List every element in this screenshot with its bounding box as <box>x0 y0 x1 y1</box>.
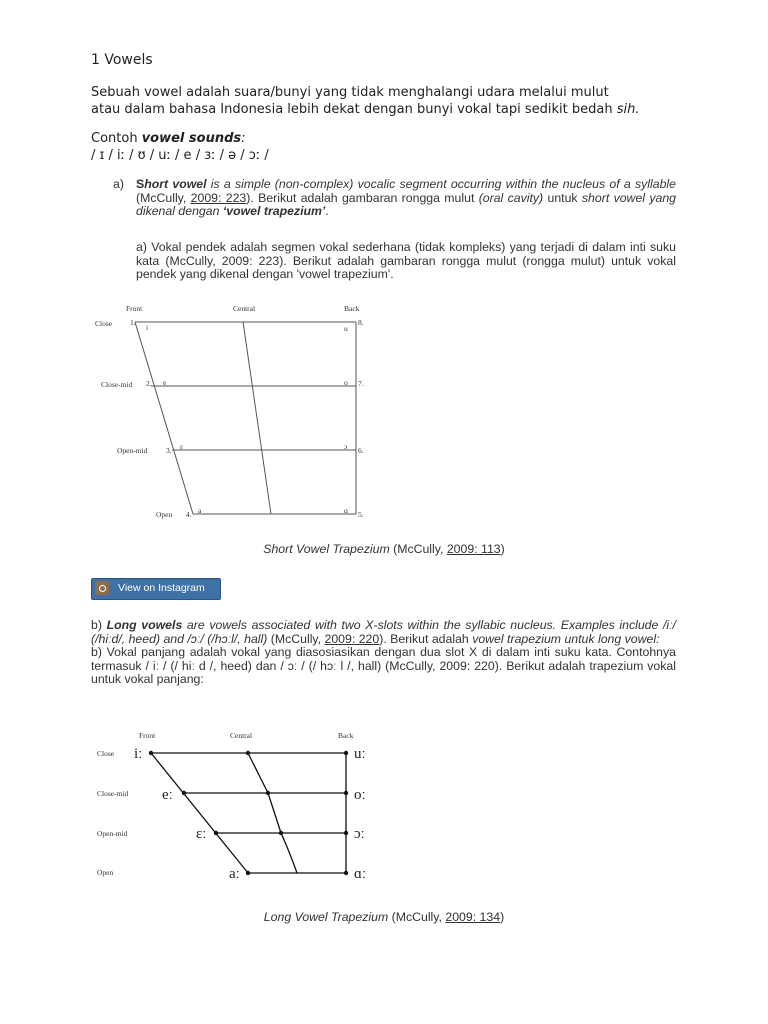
svg-text:7.: 7. <box>358 379 364 388</box>
vowel-long-i: iː <box>134 746 143 762</box>
vowel-long-open-a: ɑː <box>354 866 367 882</box>
short-vowel-definition: is a simple (non-complex) vocalic segment occurring within the nucleus of a syllable <box>206 177 676 191</box>
section-a-paragraph: Short vowel is a simple (non-complex) vocalic segment occurring within the nucleus of a syllable (McCully, 2009: 223). Berikut adalah gambaran rongga mulut (oral cavity) untuk short vowel yang dikenal dengan ‘vowel trapezium’. <box>136 177 677 218</box>
examples-symbols: / ɪ / iː / ʊ / uː / e / ɜː / ə / ɔː / <box>91 148 269 163</box>
intro-line-1: Sebuah vowel adalah suara/bunyi yang tidak menghalangi udara melalui mulut <box>91 85 609 100</box>
section-b-translation: b) Vokal panjang adalah vokal yang diasosiasikan dengan dua slot X di dalam inti suku kata. Contohnya termasuk / iː / (/ hiː d /, heed) dan / ɔː / (/ hɔː l /, hall) (McCully, 2009: 220). Berikut adalah trapezium vokal untuk vokal panjang: <box>91 645 676 686</box>
svg-text:2.: 2. <box>146 379 152 388</box>
col-label-front: Front <box>126 304 143 313</box>
row-label-open-2: Open <box>97 868 114 877</box>
intro-paragraph <box>91 84 691 118</box>
vowel-open-o: ɔ <box>344 442 348 451</box>
vowel-o: o <box>344 378 348 387</box>
col-label-central: Central <box>233 304 256 313</box>
svg-text:3.: 3. <box>166 446 172 455</box>
examples-colon: : <box>241 131 246 146</box>
row-label-close: Close <box>95 319 113 328</box>
vowel-long-a: aː <box>229 866 240 882</box>
col-label-central-2: Central <box>230 731 253 740</box>
row-label-close-2: Close <box>97 749 115 758</box>
examples-label: vowel sounds <box>141 131 242 146</box>
citation-link-134[interactable]: 2009: 134 <box>445 910 501 924</box>
short-vowel-trapezium-diagram <box>90 300 380 525</box>
vowel-e: e <box>163 378 167 387</box>
section-heading: 1 Vowels <box>91 52 153 68</box>
citation-link-a[interactable]: 2009: 223 <box>190 190 247 205</box>
row-label-open: Open <box>156 510 173 519</box>
examples-prefix: Contoh <box>91 131 142 146</box>
vowel-u: u <box>344 324 348 333</box>
vowel-long-e: eː <box>162 787 173 803</box>
vowel-open-a: ɑ <box>344 506 348 515</box>
vowel-long-o: oː <box>354 787 366 803</box>
col-label-back-2: Back <box>338 731 354 740</box>
vowel-trapezium-term: ‘vowel trapezium’ <box>222 204 326 218</box>
col-label-back: Back <box>344 304 360 313</box>
citation-link-220[interactable]: 2009: 220 <box>324 631 380 646</box>
section-a-marker: a) <box>113 177 124 191</box>
svg-text:6.: 6. <box>358 446 364 455</box>
vowel-long-open-e: ɛː <box>196 826 207 842</box>
vowel-long-u: uː <box>354 746 366 762</box>
vowel-long-open-o: ɔː <box>354 826 365 842</box>
long-vowels-term: Long vowels <box>106 618 183 632</box>
short-vowel-term: Short vowel <box>136 177 207 191</box>
svg-text:4.: 4. <box>186 510 192 519</box>
section-b-paragraph: b) Long vowels are vowels associated with two X-slots within the syllabic nucleus. Examples include /iː/ (/hiːd/, heed) and /ɔː/ (/hɔːl/, hall) (McCully, 2009: 220). Berikut adalah vowel trapezium untuk long vowel: b) Vokal panjang adalah vokal yang diasosiasikan dengan dua slot X di dalam inti suku kata. Contohnya termasuk / iː / (/ hiː d /, heed) dan / ɔː / (/ hɔː l /, hall) (McCully, 2009: 220). Berikut adalah trapezium vokal untuk vokal panjang: <box>91 618 676 686</box>
intro-italic: sih. <box>616 102 640 117</box>
col-label-front-2: Front <box>139 731 156 740</box>
intro-line-2: atau dalam bahasa Indonesia lebih dekat dengan bunyi vokal tapi sedikit bedah <box>91 102 617 117</box>
instagram-button-label: View on Instagram <box>118 582 205 594</box>
svg-text:1.: 1. <box>130 318 136 327</box>
vowel-a: a <box>198 506 202 515</box>
vowel-i: i <box>146 323 149 332</box>
row-label-close-mid-2: Close-mid <box>97 789 129 798</box>
row-label-open-mid: Open-mid <box>117 446 148 455</box>
long-vowel-trapezium-diagram <box>90 725 390 890</box>
section-a-translation: a) Vokal pendek adalah segmen vokal sederhana (tidak kompleks) yang terjadi di dalam inti suku kata (McCully, 2009: 223). Berikut adalah gambaran rongga mulut (rongga mulut) untuk vokal pendek yang dikenal dengan 'vowel trapezium'. <box>136 240 676 281</box>
vowel-open-e: ɛ <box>180 442 184 451</box>
svg-text:8.: 8. <box>358 318 364 327</box>
instagram-icon <box>95 581 109 595</box>
citation-link-113[interactable]: 2009: 113 <box>446 542 501 556</box>
row-label-open-mid-2: Open-mid <box>97 829 128 838</box>
short-trapezium-caption: Short Vowel Trapezium (McCully, 2009: 113) <box>263 542 505 556</box>
examples-block <box>91 130 269 164</box>
row-label-close-mid: Close-mid <box>101 380 133 389</box>
long-trapezium-caption: Long Vowel Trapezium (McCully, 2009: 134) <box>263 910 505 924</box>
svg-text:5.: 5. <box>358 510 364 519</box>
view-on-instagram-button[interactable] <box>91 578 221 600</box>
